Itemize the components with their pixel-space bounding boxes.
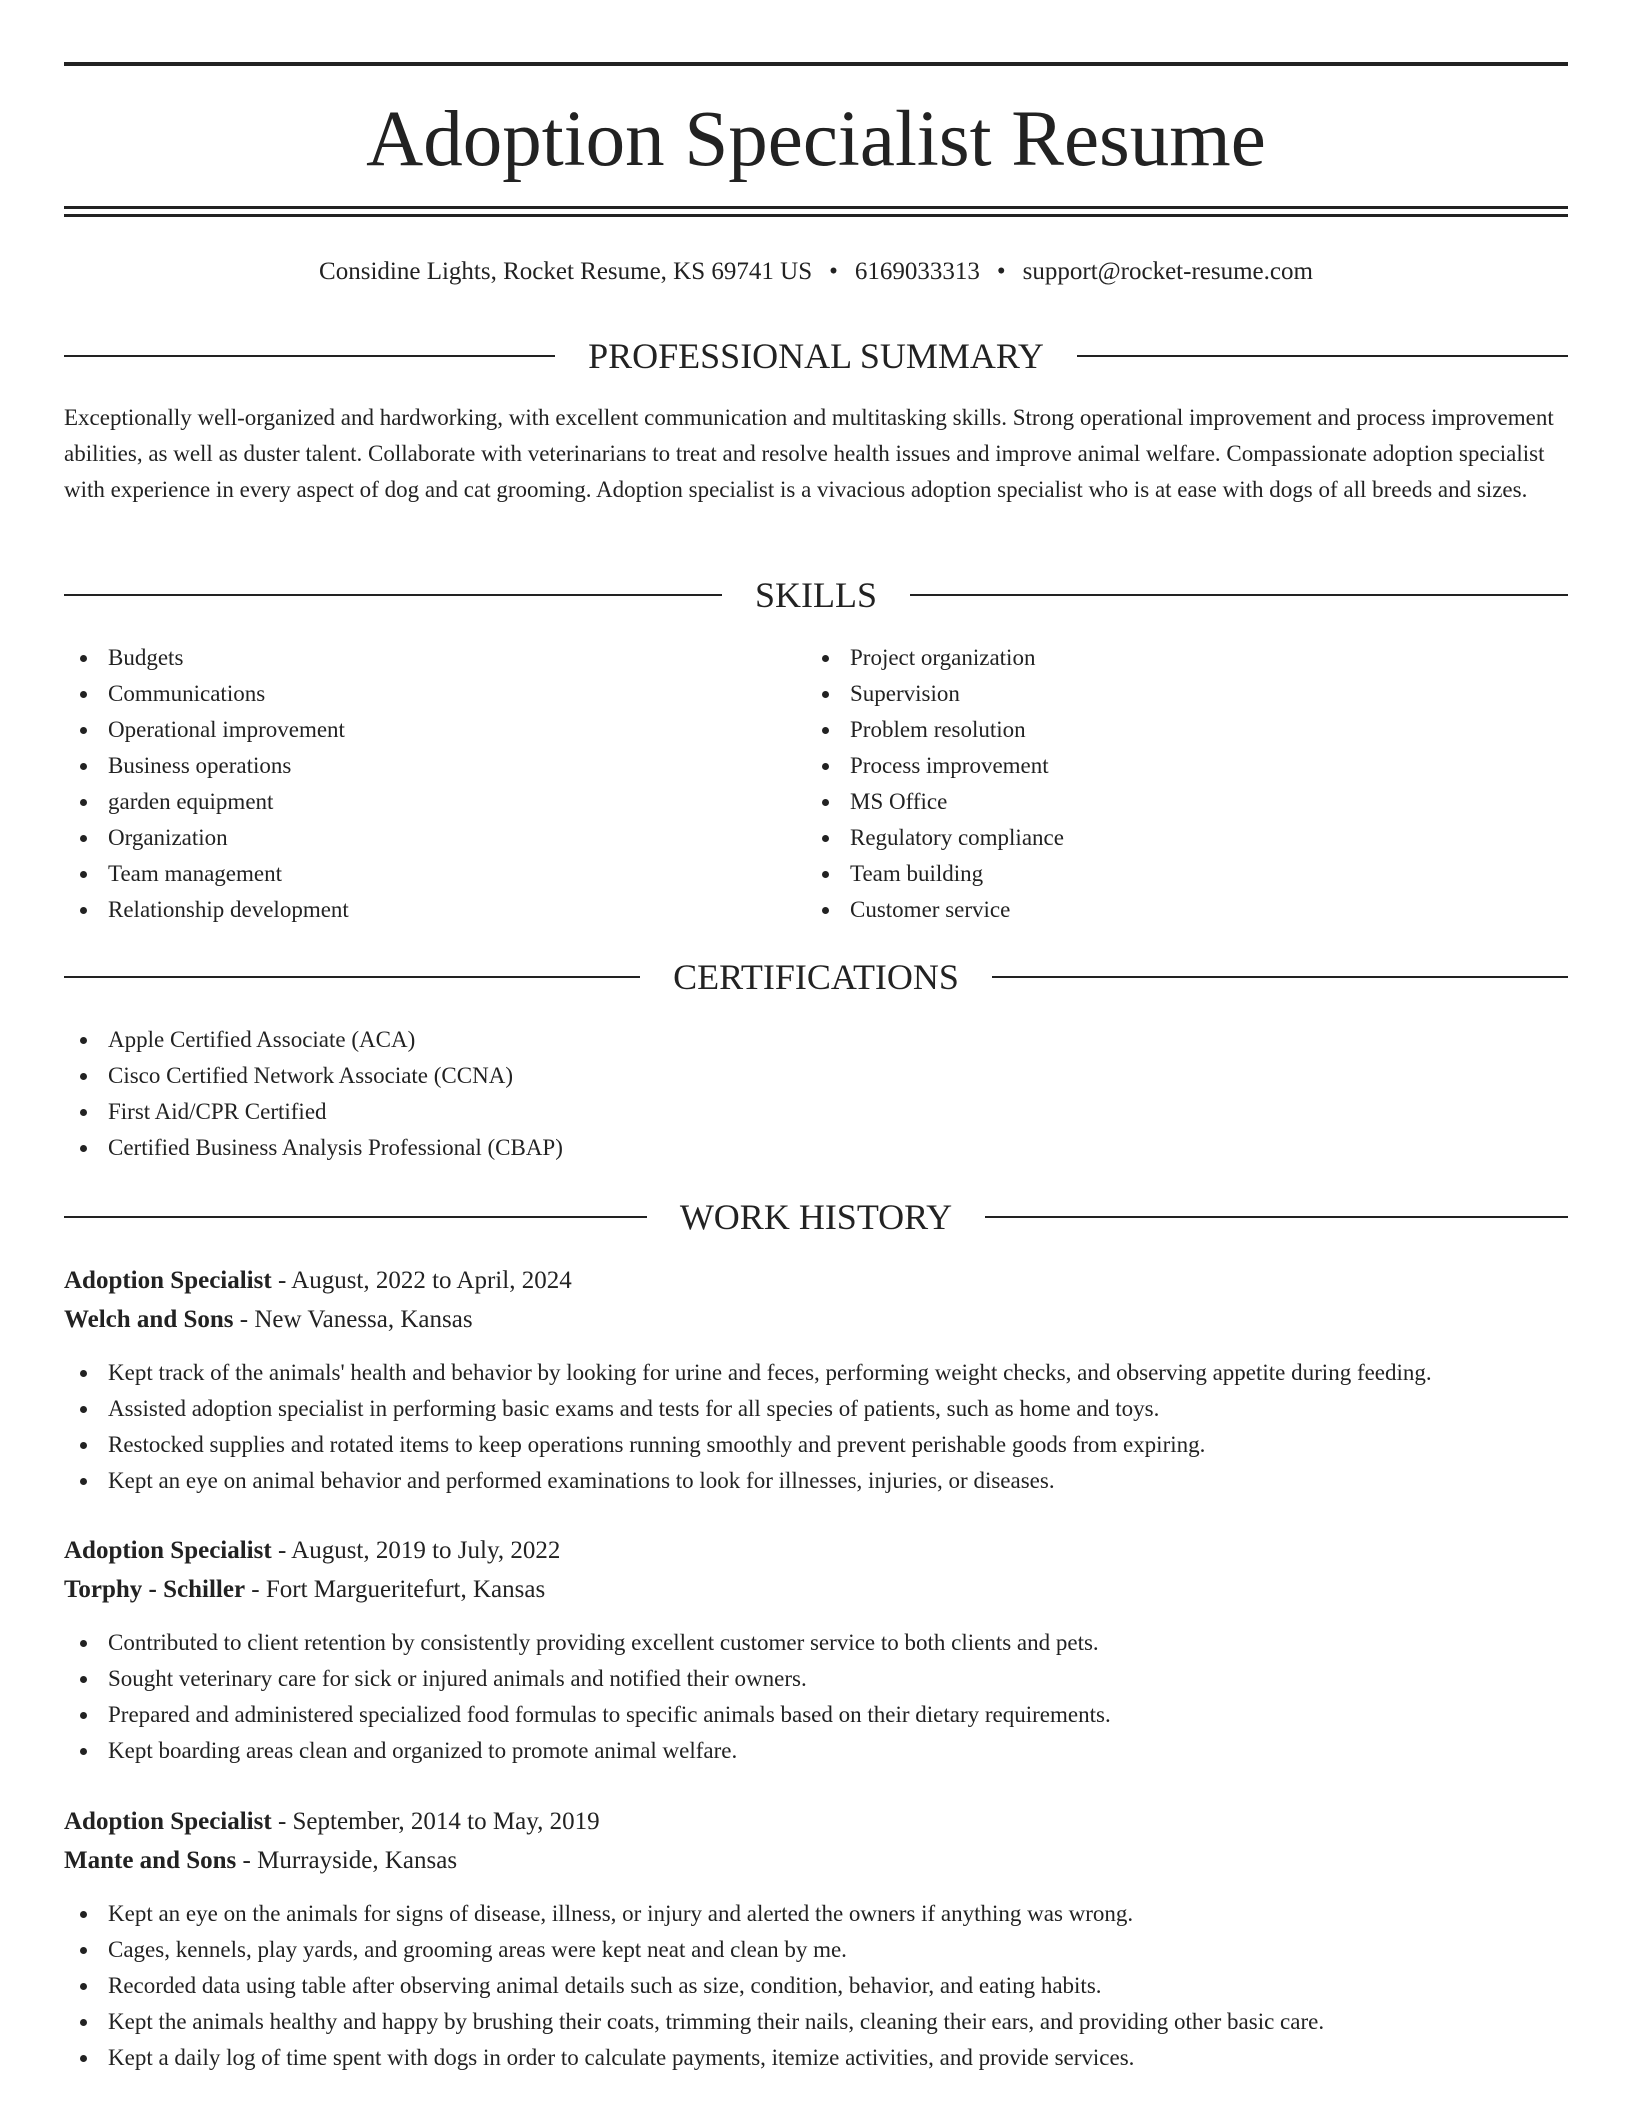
job-title: Adoption Specialist: [64, 1267, 272, 1294]
section-title: SKILLS: [755, 575, 878, 615]
job-duties: [64, 1625, 1568, 1769]
heading-rule: [1077, 355, 1568, 357]
duty-item: Kept an eye on animal behavior and performed examinations to look for illnesses, injuries, or diseases.: [64, 1463, 1568, 1499]
job-title: Adoption Specialist: [64, 1808, 272, 1835]
job-company: Welch and Sons: [64, 1306, 234, 1333]
job-dates: - August, 2022 to April, 2024: [271, 1267, 572, 1294]
duty-item: Contributed to client retention by consistently providing excellent customer service to both clients and pets.: [64, 1625, 1568, 1661]
duty-item: Prepared and administered specialized food formulas to specific animals based on their dietary requirements.: [64, 1697, 1568, 1733]
job-dates: - September, 2014 to May, 2019: [271, 1808, 600, 1835]
job-company: Mante and Sons: [64, 1847, 237, 1874]
job-duties: [64, 1896, 1568, 2076]
skill-item: garden equipment: [64, 784, 806, 820]
job-company: Torphy - Schiller: [64, 1576, 246, 1603]
contact-email: support@rocket-resume.com: [1022, 258, 1313, 285]
job-company-line: [64, 1570, 1568, 1609]
section-title: WORK HISTORY: [679, 1197, 953, 1237]
heading-rule: [64, 594, 722, 596]
duty-item: Restocked supplies and rotated items to keep operations running smoothly and prevent perishable goods from expiring.: [64, 1427, 1568, 1463]
skill-item: Business operations: [64, 748, 806, 784]
contact-separator: •: [829, 258, 838, 285]
job-company-line: [64, 1300, 1568, 1339]
heading-rule: [985, 1216, 1568, 1218]
top-rule: [64, 62, 1568, 66]
job-duties: [64, 1355, 1568, 1499]
job-company-line: [64, 1841, 1568, 1880]
job-location: - New Vanessa, Kansas: [233, 1306, 473, 1333]
job-location: - Fort Margueritefurt, Kansas: [245, 1576, 546, 1603]
skills-column-right: [806, 640, 1568, 928]
skill-item: Process improvement: [806, 748, 1568, 784]
heading-rule: [64, 976, 640, 978]
heading-rule: [910, 594, 1568, 596]
job-entry: [64, 1531, 1568, 1769]
section-heading-certifications: [64, 955, 1568, 999]
skill-item: Problem resolution: [806, 712, 1568, 748]
heading-rule: [992, 976, 1568, 978]
skill-item: Communications: [64, 676, 806, 712]
skill-item: Operational improvement: [64, 712, 806, 748]
section-heading-work-history: [64, 1195, 1568, 1239]
section-heading-skills: [64, 573, 1568, 617]
skill-item: Relationship development: [64, 892, 806, 928]
skill-item: Supervision: [806, 676, 1568, 712]
certification-item: Cisco Certified Network Associate (CCNA): [64, 1058, 1568, 1094]
contact-phone: 6169033313: [854, 258, 980, 285]
contact-separator: •: [996, 258, 1006, 285]
skill-item: Team building: [806, 856, 1568, 892]
certification-item: Apple Certified Associate (ACA): [64, 1022, 1568, 1058]
skill-item: Organization: [64, 820, 806, 856]
summary-text: Exceptionally well-organized and hardworking, with excellent communication and multitasking skills. Strong operational improvement and process improvement abilities, as well as duster talent. Collaborate with veterinarians to treat and resolve health issues and improve animal welfare. Compassionate adoption specialist with experience in every aspect of dog and cat grooming. Adoption specialist is a vivacious adoption specialist who is at ease with dogs of all breeds and sizes.: [64, 405, 1554, 502]
certifications-list: [64, 1022, 1568, 1166]
contact-address: Considine Lights, Rocket Resume, KS 69741 US: [319, 258, 813, 285]
skills-column-left: [64, 640, 806, 928]
title-rule-upper: [64, 206, 1568, 209]
skill-item: Project organization: [806, 640, 1568, 676]
job-entry: [64, 1261, 1568, 1499]
certification-item: First Aid/CPR Certified: [64, 1094, 1568, 1130]
job-title-line: [64, 1802, 1568, 1841]
job-entry: [64, 1802, 1568, 2076]
duty-item: Kept boarding areas clean and organized to promote animal welfare.: [64, 1733, 1568, 1769]
job-title-line: [64, 1261, 1568, 1300]
job-title-line: [64, 1531, 1568, 1570]
skill-item: MS Office: [806, 784, 1568, 820]
skill-item: Budgets: [64, 640, 806, 676]
skill-item: Team management: [64, 856, 806, 892]
skills-list: [64, 640, 1568, 928]
section-heading-summary: [64, 334, 1568, 378]
duty-item: Assisted adoption specialist in performing basic exams and tests for all species of patients, such as home and toys.: [64, 1391, 1568, 1427]
skill-item: Regulatory compliance: [806, 820, 1568, 856]
duty-item: Kept a daily log of time spent with dogs in order to calculate payments, itemize activities, and provide services.: [64, 2040, 1568, 2076]
certification-item: Certified Business Analysis Professional (CBAP): [64, 1130, 1568, 1166]
duty-item: Cages, kennels, play yards, and grooming areas were kept neat and clean by me.: [64, 1932, 1568, 1968]
duty-item: Kept the animals healthy and happy by brushing their coats, trimming their nails, cleaning their ears, and providing other basic care.: [64, 2004, 1568, 2040]
duty-item: Recorded data using table after observing animal details such as size, condition, behavior, and eating habits.: [64, 1968, 1568, 2004]
job-location: - Murrayside, Kansas: [236, 1847, 458, 1874]
heading-rule: [64, 355, 555, 357]
page-title: Adoption Specialist Resume: [366, 96, 1266, 183]
skill-item: Customer service: [806, 892, 1568, 928]
duty-item: Kept track of the animals' health and behavior by looking for urine and feces, performing weight checks, and observing appetite during feeding.: [64, 1355, 1568, 1391]
job-dates: - August, 2019 to July, 2022: [271, 1537, 561, 1564]
duty-item: Sought veterinary care for sick or injured animals and notified their owners.: [64, 1661, 1568, 1697]
title-rule-lower: [64, 214, 1568, 217]
heading-rule: [64, 1216, 647, 1218]
contact-line: [64, 255, 1568, 289]
section-title: CERTIFICATIONS: [673, 957, 959, 997]
section-title: PROFESSIONAL SUMMARY: [588, 336, 1044, 376]
job-title: Adoption Specialist: [64, 1537, 272, 1564]
duty-item: Kept an eye on the animals for signs of disease, illness, or injury and alerted the owners if anything was wrong.: [64, 1896, 1568, 1932]
